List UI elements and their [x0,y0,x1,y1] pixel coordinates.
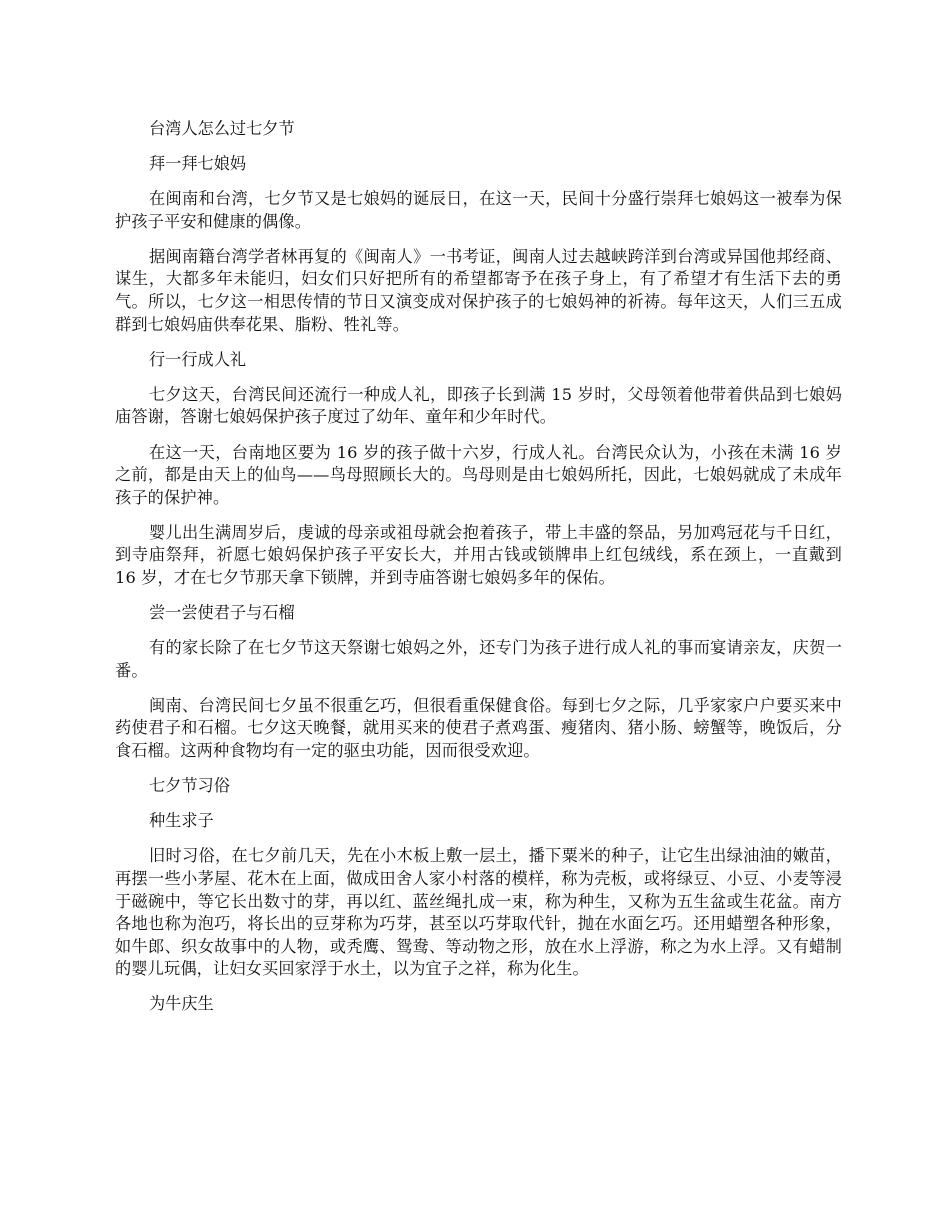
paragraph: 七夕这天，台湾民间还流行一种成人礼，即孩子长到满 15 岁时，父母领着他带着供品到七娘妈庙答谢，答谢七娘妈保护孩子度过了幼年、童年和少年时代。 [115,384,842,427]
paragraph: 在这一天，台南地区要为 16 岁的孩子做十六岁，行成人礼。台湾民众认为，小孩在未满 16 岁之前，都是由天上的仙鸟——鸟母照顾长大的。鸟母则是由七娘妈所托，因此，七娘妈就成了未成年孩子的保护神。 [115,442,842,507]
document-page [115,118,842,1029]
paragraph: 有的家长除了在七夕节这天祭谢七娘妈之外，还专门为孩子进行成人礼的事而宴请亲友，庆贺一番。 [115,638,842,680]
paragraph: 旧时习俗，在七夕前几天，先在小木板上敷一层土，播下粟米的种子，让它生出绿油油的嫩苗，再摆一些小茅屋、花木在上面，做成田舍人家小村落的模样，称为壳板，或将绿豆、小豆、小麦等浸于磁碗中，等它长出数寸的芽，再以红、蓝丝绳扎成一束，称为种生，又称为五生盆或生花盆。南方各地也称为泡巧，将长出的豆芽称为巧芽，甚至以巧芽取代针，抛在水面乞巧。还用蜡塑各种形象，如牛郎、织女故事中的人物，或秃鹰、鸳鸯、等动物之形，放在水上浮游，称之为水上浮。又有蜡制的婴儿玩偶，让妇女买回家浮于水土，以为宜子之祥，称为化生。 [115,846,842,979]
section-heading: 尝一尝使君子与石榴 [149,603,295,623]
paragraph: 在闽南和台湾，七夕节又是七娘妈的诞辰日，在这一天，民间十分盛行崇拜七娘妈这一被奉为保护孩子平安和健康的偶像。 [115,189,842,231]
section-heading: 种生求子 [149,811,214,831]
paragraph: 闽南、台湾民间七夕虽不很重乞巧，但很看重保健食俗。每到七夕之际，几乎家家户户要买来中药使君子和石榴。七夕这天晚餐，就用买来的使君子煮鸡蛋、瘦猪肉、猪小肠、螃蟹等，晚饭后，分食石榴。这两种食物均有一定的驱虫功能，因而很受欢迎。 [115,695,842,761]
section-heading: 为牛庆生 [149,994,214,1014]
section-heading: 拜一拜七娘妈 [149,154,247,174]
document-title: 台湾人怎么过七夕节 [149,119,295,138]
section-heading: 七夕节习俗 [149,776,230,796]
paragraph: 据闽南籍台湾学者林再复的《闽南人》一书考证，闽南人过去越峡跨洋到台湾或异国他邦经商、谋生，大都多年未能归，妇女们只好把所有的希望都寄予在孩子身上，有了希望才有生活下去的勇气。所以，七夕这一相思传情的节日又演变成对保护孩子的七娘妈神的祈祷。每年这天，人们三五成群到七娘妈庙供奉花果、脂粉、牲礼等。 [115,246,842,334]
section-heading: 行一行成人礼 [149,349,247,369]
paragraph: 婴儿出生满周岁后，虔诚的母亲或祖母就会抱着孩子，带上丰盛的祭品，另加鸡冠花与千日红，到寺庙祭拜，祈愿七娘妈保护孩子平安长大，并用古钱或锁牌串上红包绒线，系在颈上，一直戴到 16 岁，才在七夕节那天拿下锁牌，并到寺庙答谢七娘妈多年的保佑。 [115,522,842,587]
